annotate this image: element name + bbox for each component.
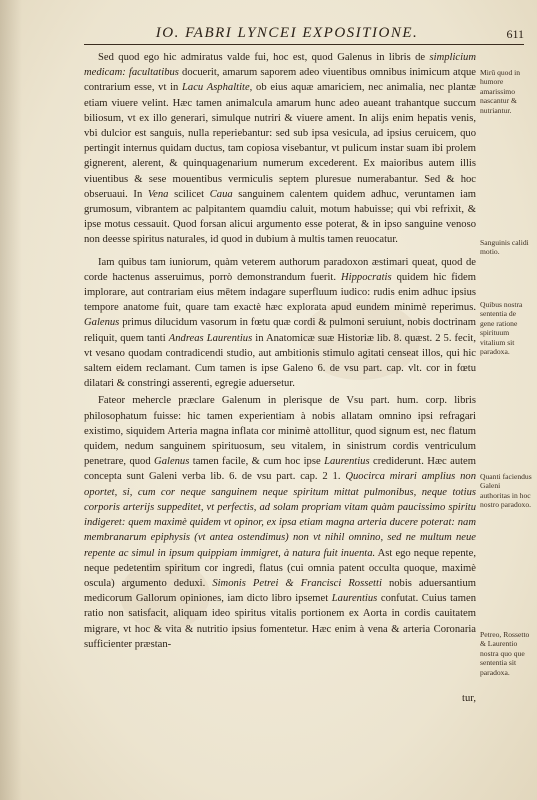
text-run-italic: simplicium medicam: facultatibus [84, 52, 476, 79]
text-run: ob eius aquæ amariciem, nec animalia, nec plantæ etiam viuere velint. Hæc tamen animalcula amarum hunc adeo aueant trahantque succum biliosum, vt ex illo generari, simulque nutriri & viuere ament. In alijs enim hepatis venis, vbi dulcior est sanguis, nulla reperiebantur: sed sub ipsa vesicula, ad ipsius ceruicem, quo pertingit internus quidam ductus, tam copiosa visebantur, vt pulicum instar suam ibi prolem gignerent, alerent, & quinquagenarium numerum excederent. Ex maioribus autem illis viuentibus & sese mouentibus vermiculis septem pluresue numerabantur. Sed & hoc obseruaui. In [84, 82, 476, 200]
text-run: primus dilucidum vasorum in fœtu quæ cordi & pulmoni seruiunt, nobis doctrinam reliquit, quem tanti [84, 317, 476, 344]
text-run: confutat. Cuius tamen ratio non satisfacit, aliquam ideo spiritus vitalis portionem ex Aorta in cordis cauitatem migrare, vt hoc & vita & nutritio ipsius fomentetur. Hæc enim à vena & arteria Coronaria sufficienter præstan- [84, 593, 476, 650]
text-run-italic: Lacu Asphaltite, [182, 82, 253, 94]
margin-note: Mirū quod in humore amarissimo nascantur & nutriantur. [480, 68, 521, 115]
text-run: sanguinem calentem quidem adhuc, veruntamen iam grumosum, vibrantem ac palpitantem quamdiu caluit, motum habuisse; qui vbi refrixit, & ipse motus cessauit. Quod forsan alicui argumento esse poterat, & in ipso sanguine venoso non deesse spiritus naturales, id quod in dubium à multis tamen reuocatur. [84, 188, 477, 246]
binding-shadow [0, 0, 22, 800]
text-run-italic: Galenus [84, 317, 120, 329]
header-rule [84, 44, 524, 45]
text-run: scilicet [174, 188, 205, 200]
margin-note: Quibus nostra sententia de gene ratione spirituum vitalium sit paradoxa. [480, 300, 523, 357]
page-number: 611 [506, 27, 524, 41]
text-run: crediderunt. Hæc autem concepta sunt Galeni verba lib. 6. de vsu part. cap. 2 1. [84, 456, 477, 483]
text-run: in Anatomicæ suæ Historiæ lib. 8. quæst. 2 5. fecit, vt vesano quodam contradicendi studio, aut ambitionis stimulo agitati censeat illos, qui hic saltem eidem reclamant. Cum tamen is ipse Galeno 6. de vsu part. cap. vlt. cor in fœtu dilatari & constringi asserenti, egregie aduersetur. [84, 332, 476, 390]
running-header [84, 20, 524, 42]
paragraph-1 [84, 50, 476, 248]
text-run: Ast ego neque repente, neque pedetentim spiritum cor ingredi, flatus (cui omnia patent occulta quoque, maximè oscula) argumento deduxi. [84, 547, 476, 589]
text-run-italic: Galenus [154, 456, 190, 468]
paragraph-3 [84, 393, 476, 651]
text-run-italic: Laurentius [324, 456, 370, 468]
margin-note: Sanguinis calidi motio. [480, 238, 529, 257]
text-run-italic: Hippocratis [341, 271, 392, 283]
main-text-column [84, 50, 476, 654]
paragraph-2 [84, 255, 476, 392]
text-run-italic: Andreas Laurentius [168, 332, 253, 344]
text-run: quidem hic fidem implorare, aut contrariam eius mētem indagare superfluum iudico: rudis enim adhuc ipsius tempore anatome fuit, quare tam exactè hæc explorata apud eundem minimè reperimus. [84, 271, 476, 314]
text-run: docuerit, amarum saporem adeo viuentibus omnibus inimicum atque contrarium esse, vt in [84, 67, 476, 94]
text-run: nobis aduersantium medicorum Gallorum opiniones, iam dicto libro ipsemet [84, 577, 477, 605]
text-run: Fateor mehercle præclare Galenum in plerisque de Vsu part. hum. corp. libris philosophatum fuisse: hic tamen experientiam à nobis allatam omnino ipsi refragari existimo, siquidem Arteria magna inflata cor minimè attollitur, quod signum est, nec flatum quidem, nedum sanguinem spirituosum, seu vitalem, in sinistrum cordis ventriculum penetrare, quod [84, 395, 476, 468]
margin-note: Quanti faciendus Galeni authoritas in hoc nostro paradoxo. [480, 472, 532, 510]
text-run: Sed quod ego hic admiratus valde fui, hoc est, quod Galenus in libris de [98, 52, 426, 63]
text-run: tamen facile, & cum hoc ipse [192, 456, 321, 468]
text-run-italic: Simonis Petrei & Francisci Rossetti [212, 577, 382, 589]
text-run: Iam quibus tam iuniorum, quàm veterem authorum paradoxon æstimari queat, quod de corde hactenus asseruimus, porrò demonstrandum fuerit. [84, 256, 476, 283]
catchword: tur, [462, 693, 476, 704]
running-title: IO. FABRI LYNCEI EXPOSITIONE. [155, 25, 419, 41]
text-run-italic: Laurentius [331, 593, 378, 605]
text-run-italic: Quocirca mirari amplius non oportet, si, cum cor neque sanguinem neque spiritum mittat pulmonibus, neque totius corporis arterijs suppeditet, vt perfectis, ad solam propriam vitam quàm paucissimo spiritu indigeret: quem maximè quidem vt opinor, ex ipsa etiam magna arteria ducere poterat: nam membranarum epiphysis (vt antea ostendimus) non vt nihil omnino, sed ne multum neue repente ac simul in ipsum quippiam immigret, à natura fuit inuenta. [84, 471, 476, 559]
text-run-italic: Vena [147, 188, 169, 200]
text-run-italic: Caua [209, 188, 233, 200]
margin-note: Petreo, Rossetto & Laurentio nostra quo que sententia sit paradoxa. [480, 630, 530, 677]
